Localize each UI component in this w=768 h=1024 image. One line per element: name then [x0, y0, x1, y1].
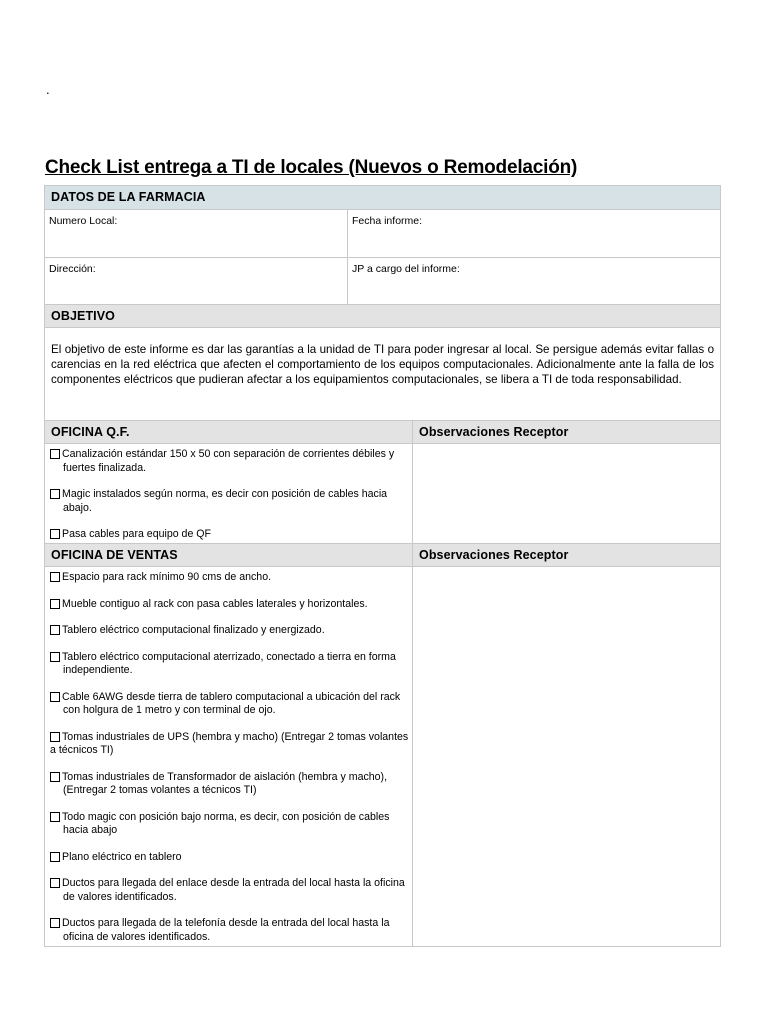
- checkbox[interactable]: [50, 772, 60, 782]
- checkbox[interactable]: [50, 572, 60, 582]
- checklist-form: [44, 185, 720, 947]
- checklist-item: Todo magic con posición bajo norma, es decir, con posición de cables hacia abajo: [45, 811, 412, 838]
- checklist-item: Magic instalados según norma, es decir con posición de cables hacia abajo.: [45, 488, 412, 515]
- numero-local-label: Numero Local:: [49, 215, 118, 227]
- checkbox[interactable]: [50, 449, 60, 459]
- jp-cargo-label: JP a cargo del informe:: [352, 263, 460, 275]
- obs-receptor-qf-field[interactable]: [413, 444, 721, 544]
- section-header-datos: DATOS DE LA FARMACIA: [45, 186, 721, 210]
- objetivo-text: El objetivo de este informe es dar las garantías a la unidad de TI para poder ingresar al local. Se persigue además evitar fallas o carencias en la red eléctrica que afecten el comportamiento de los equipos computacionales. Adicionalmente ante la falla de los componentes eléctricos que pudieran afectar a los equipamientos computacionales, se libera a TI de toda responsabilidad.: [51, 343, 715, 386]
- oficina-qf-items: [45, 444, 413, 544]
- checkbox[interactable]: [50, 652, 60, 662]
- checklist-item: Ductos para llegada del enlace desde la entrada del local hasta la oficina de valores identificados.: [45, 877, 412, 904]
- checklist-item: Cable 6AWG desde tierra de tablero computacional a ubicación del rack con holgura de 1 metro y con terminal de ojo.: [45, 691, 412, 718]
- numero-local-field[interactable]: [45, 210, 348, 258]
- checkbox[interactable]: [50, 918, 60, 928]
- checklist-item: Espacio para rack mínimo 90 cms de ancho.: [45, 571, 412, 585]
- checklist-item: Mueble contiguo al rack con pasa cables laterales y horizontales.: [45, 598, 412, 612]
- checkbox[interactable]: [50, 878, 60, 888]
- obs-receptor-ventas-field[interactable]: [413, 567, 721, 947]
- checklist-item: Tomas industriales de Transformador de aislación (hembra y macho), (Entregar 2 tomas volantes a técnicos TI): [45, 771, 412, 798]
- checklist-item: Tablero eléctrico computacional finalizado y energizado.: [45, 624, 412, 638]
- fecha-informe-field[interactable]: [348, 210, 721, 258]
- direccion-label: Dirección:: [49, 263, 96, 275]
- checkbox[interactable]: [50, 529, 60, 539]
- checkbox[interactable]: [50, 489, 60, 499]
- section-header-oficina-ventas: OFICINA DE VENTAS: [45, 544, 413, 567]
- jp-cargo-field[interactable]: [348, 258, 721, 305]
- checkbox[interactable]: [50, 732, 60, 742]
- fecha-informe-label: Fecha informe:: [352, 215, 423, 227]
- obs-header-ventas: Observaciones Receptor: [413, 544, 721, 567]
- page-title: Check List entrega a TI de locales (Nuevos o Remodelación): [45, 157, 578, 178]
- obs-header-qf: Observaciones Receptor: [413, 421, 721, 444]
- checkbox[interactable]: [50, 812, 60, 822]
- checkbox[interactable]: [50, 625, 60, 635]
- checkbox[interactable]: [50, 852, 60, 862]
- checklist-item: Ductos para llegada de la telefonía desde la entrada del local hasta la oficina de valores identificados.: [45, 917, 412, 944]
- checklist-item: Pasa cables para equipo de QF: [45, 528, 412, 542]
- checkbox[interactable]: [50, 692, 60, 702]
- direccion-field[interactable]: [45, 258, 348, 305]
- section-header-oficina-qf: OFICINA Q.F.: [45, 421, 413, 444]
- checklist-item: Canalización estándar 150 x 50 con separación de corrientes débiles y fuertes finalizada.: [45, 448, 412, 475]
- objetivo-cell: [45, 328, 721, 421]
- checklist-item: Plano eléctrico en tablero: [45, 851, 412, 865]
- checklist-item: Tablero eléctrico computacional aterrizado, conectado a tierra en forma independiente.: [45, 651, 412, 678]
- checkbox[interactable]: [50, 599, 60, 609]
- checklist-item: Tomas industriales de UPS (hembra y macho) (Entregar 2 tomas volantes a técnicos TI): [50, 730, 409, 756]
- page-marker: .: [46, 82, 50, 97]
- oficina-ventas-items: [45, 567, 413, 947]
- section-header-objetivo: OBJETIVO: [45, 305, 721, 328]
